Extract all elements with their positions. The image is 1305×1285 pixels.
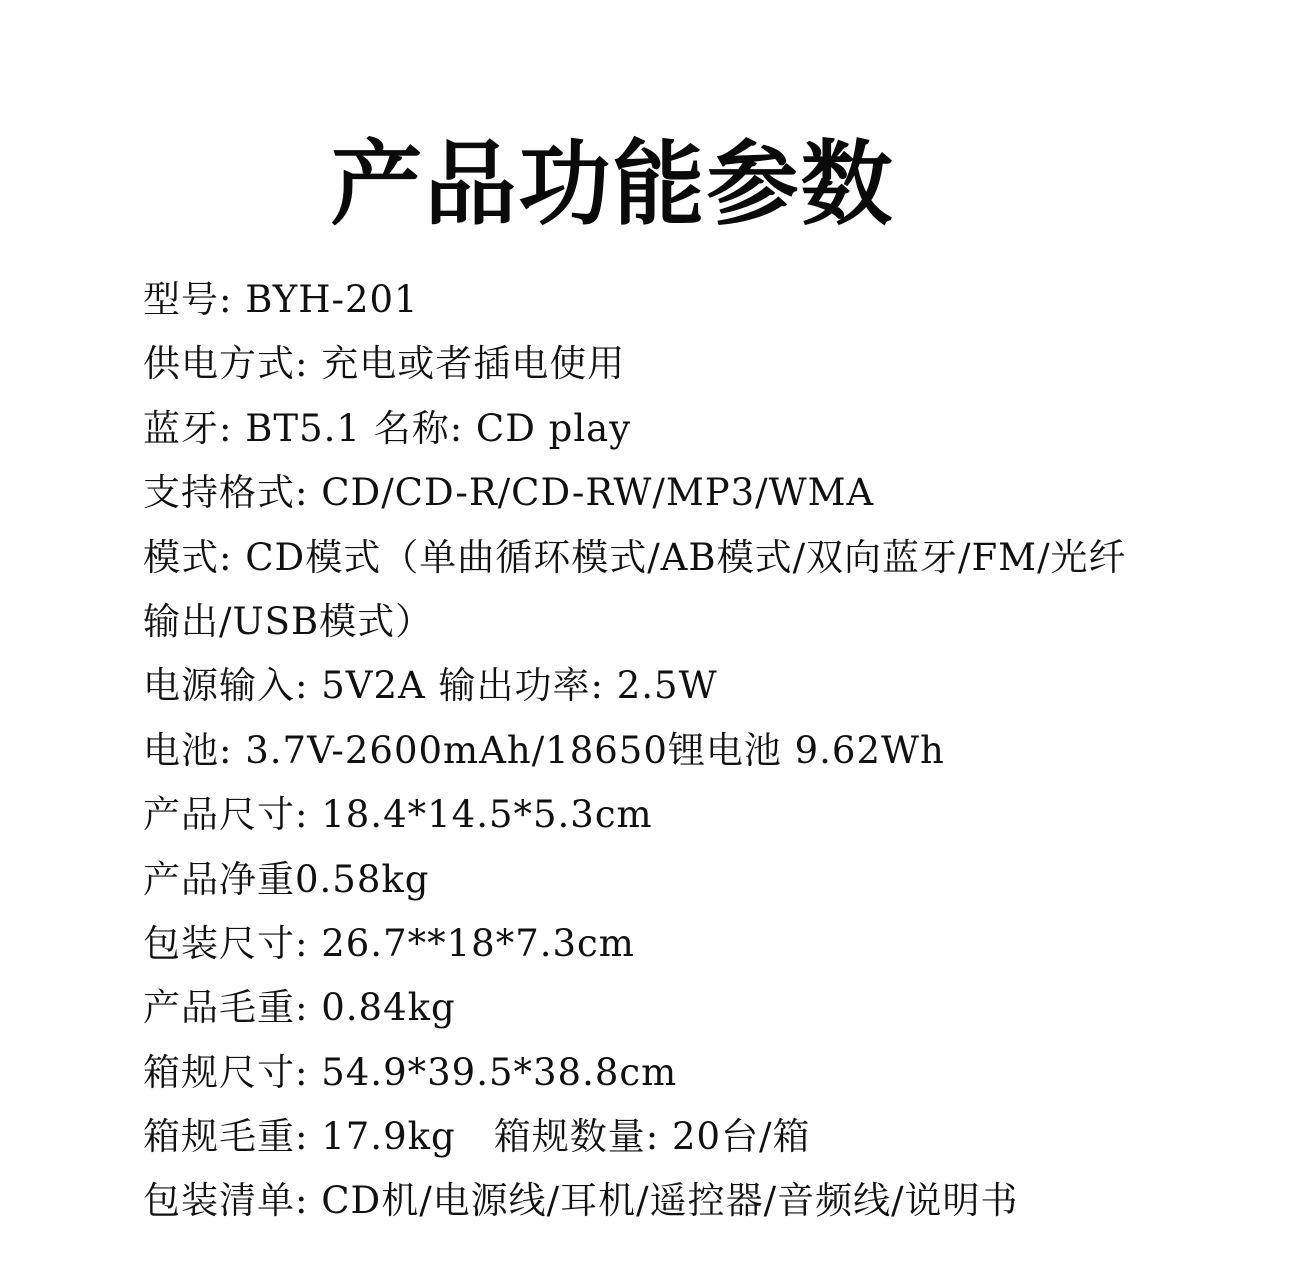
spec-power-supply: 供电方式: 充电或者插电使用: [143, 342, 626, 386]
spec-package-size: 包装尺寸: 26.7**18*7.3cm: [143, 921, 635, 965]
spec-carton-weight-quantity: 箱规毛重: 17.9kg 箱规数量: 20台/箱: [143, 1115, 811, 1159]
page-title: 产品功能参数: [330, 130, 895, 238]
spec-list: [143, 268, 1253, 1234]
spec-modes: 模式: CD模式（单曲循环模式/AB模式/双向蓝牙/FM/光纤: [143, 535, 1127, 579]
spec-modes-continued: 输出/USB模式）: [143, 599, 434, 643]
spec-battery: 电池: 3.7V-2600mAh/18650锂电池 9.62Wh: [143, 728, 945, 772]
spec-formats: 支持格式: CD/CD-R/CD-RW/MP3/WMA: [143, 471, 875, 515]
spec-model: 型号: BYH-201: [143, 278, 419, 321]
spec-package-contents: 包装清单: CD机/电源线/耳机/遥控器/音频线/说明书: [143, 1179, 1019, 1223]
spec-net-weight: 产品净重0.58kg: [143, 857, 430, 901]
spec-carton-size: 箱规尺寸: 54.9*39.5*38.8cm: [143, 1050, 678, 1094]
spec-bluetooth: 蓝牙: BT5.1 名称: CD play: [143, 406, 632, 450]
spec-gross-weight: 产品毛重: 0.84kg: [143, 986, 456, 1030]
spec-product-size: 产品尺寸: 18.4*14.5*5.3cm: [143, 793, 653, 837]
spec-power-input: 电源输入: 5V2A 输出功率: 2.5W: [143, 664, 718, 708]
